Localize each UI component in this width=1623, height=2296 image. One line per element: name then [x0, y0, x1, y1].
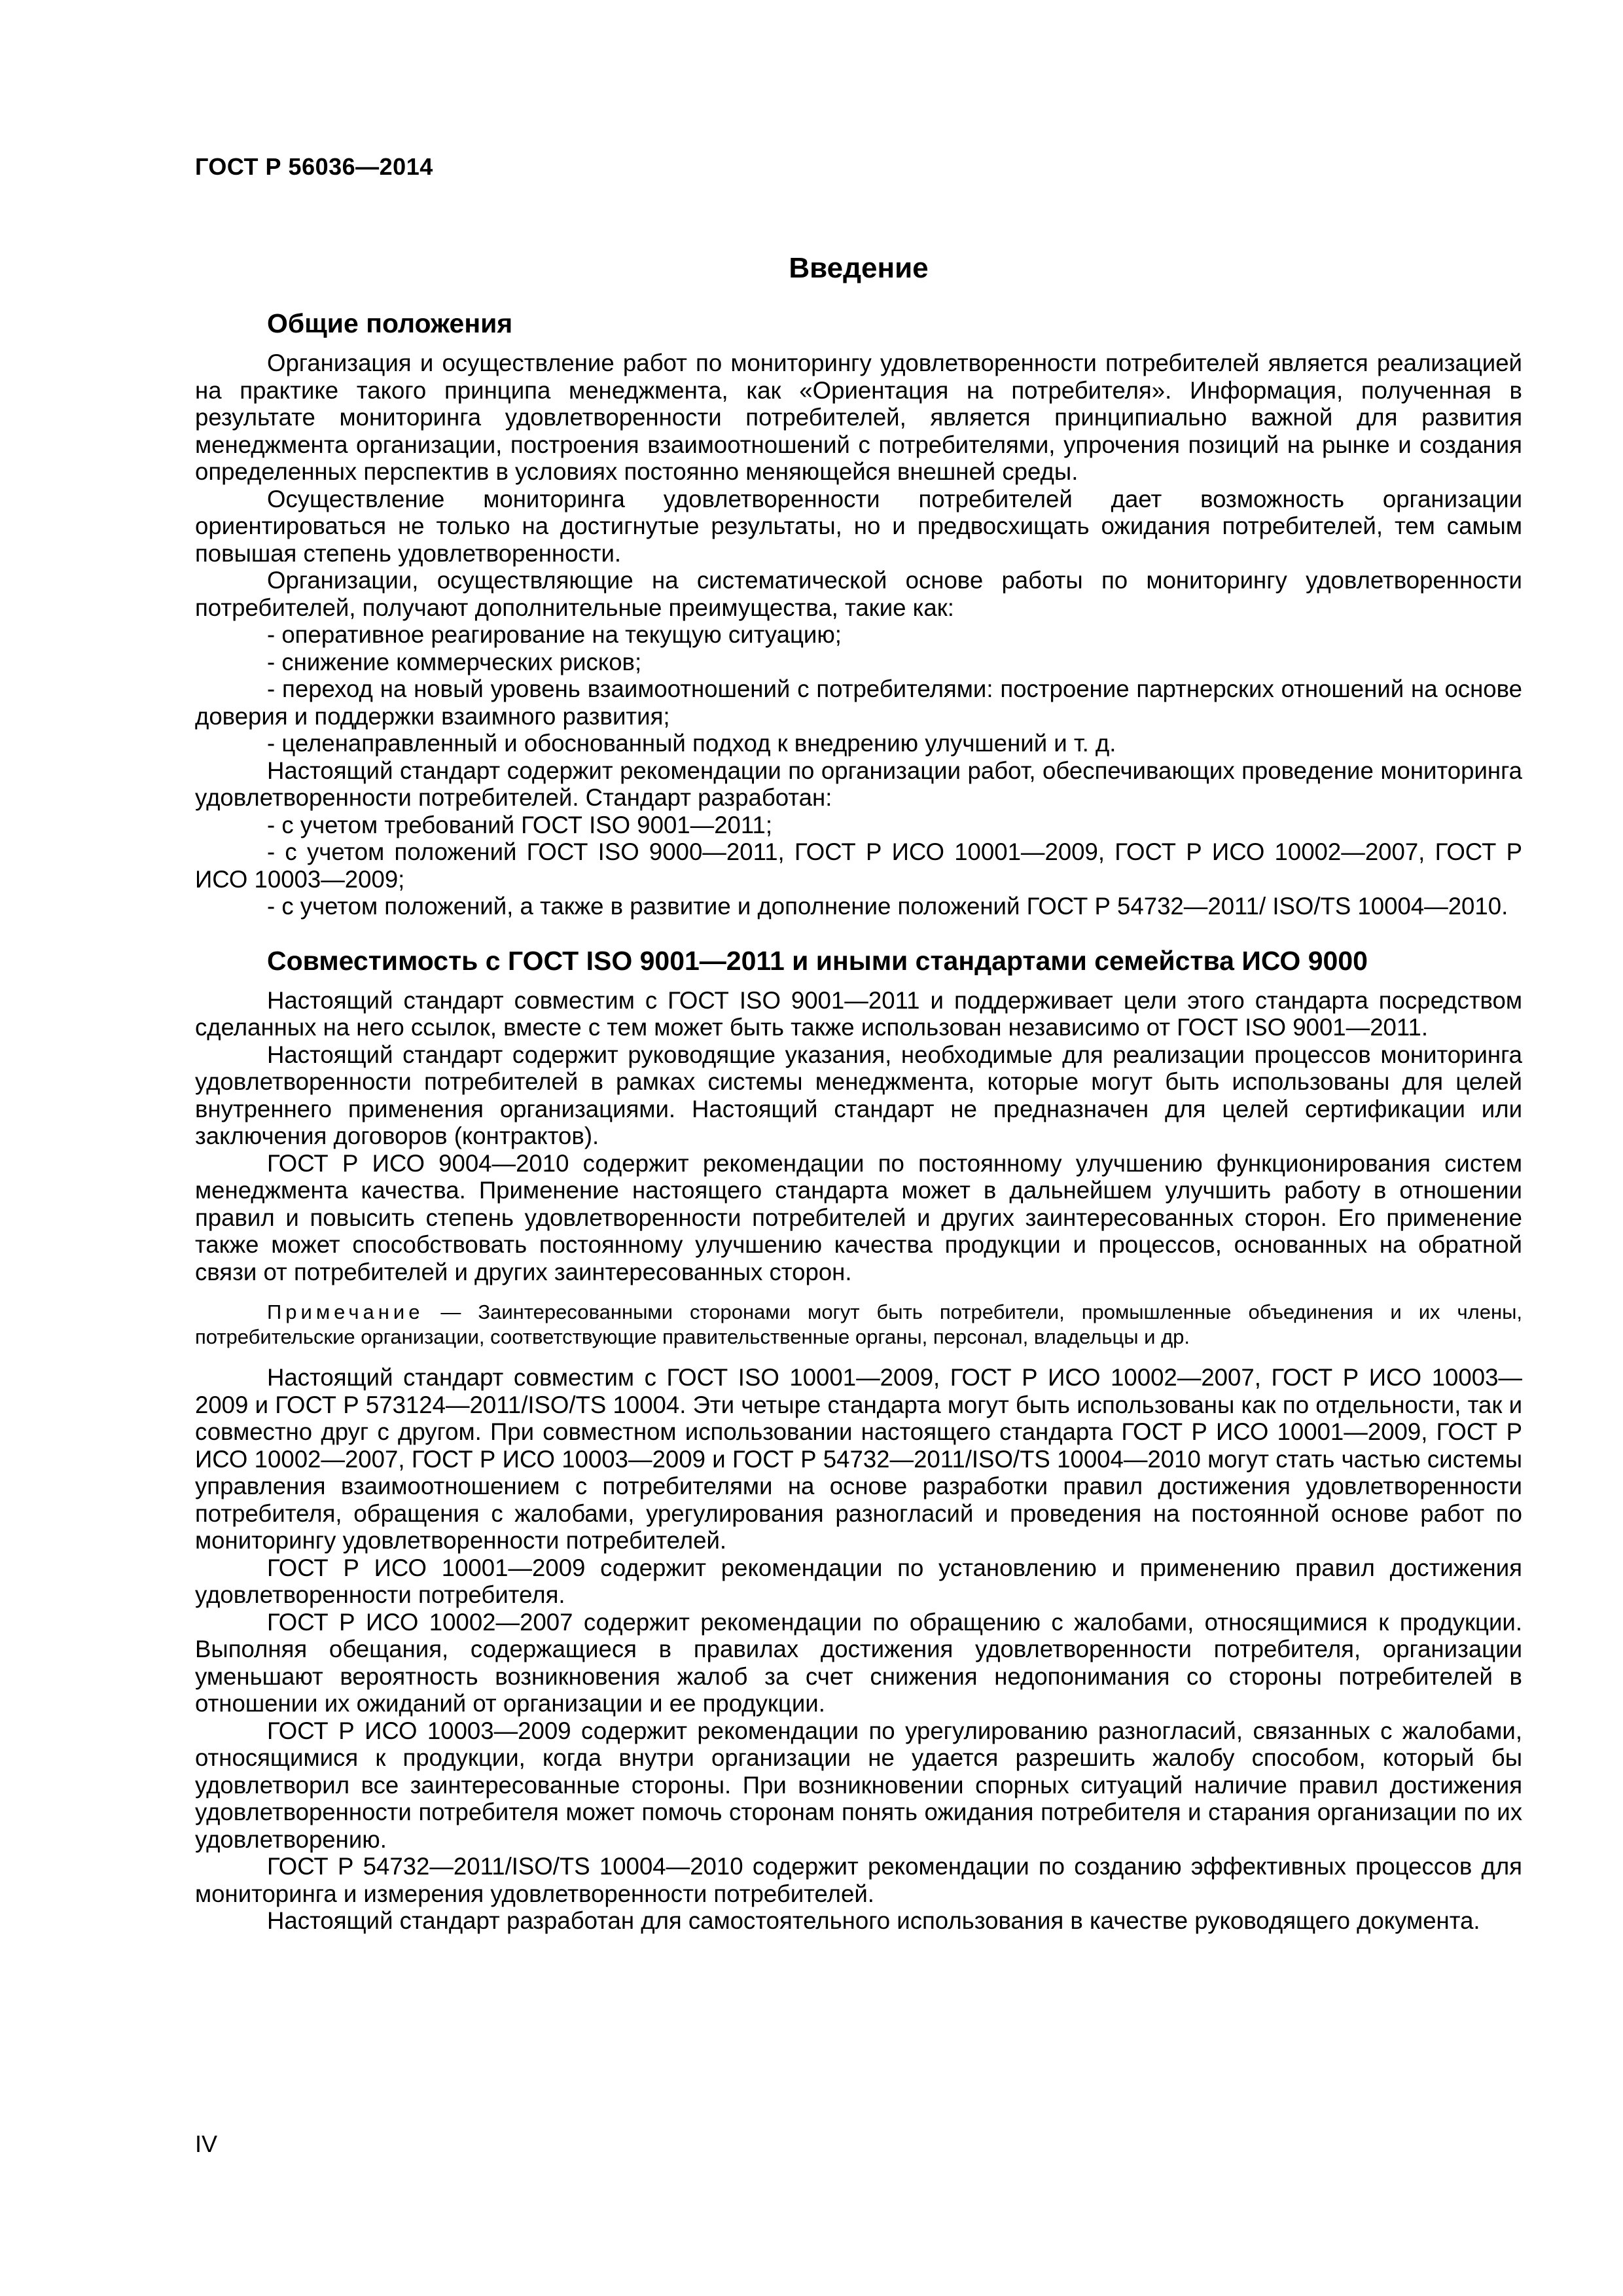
list-item: - с учетом положений ГОСТ ISO 9000—2011, ГОСТ Р ИСО 10001—2009, ГОСТ Р ИСО 10002—2007, ГОСТ Р ИСО 10003—2009; — [195, 838, 1522, 893]
paragraph: Организации, осуществляющие на систематической основе работы по мониторингу удовлетворенности потребителей, получают дополнительные преимущества, такие как: — [195, 567, 1522, 621]
section-title-general: Общие положения — [267, 308, 513, 338]
paragraph: ГОСТ Р ИСО 9004—2010 содержит рекомендации по постоянному улучшению функционирования систем менеджмента качества. Применение настоящего стандарта может в дальнейшем улучшить работу в отношении правил и повысить степень удовлетворенности потребителей и других заинтересованных сторон. Его применение также может способствовать постоянному улучшению качества продукции и процессов, основанных на обратной связи от потребителей и других заинтересованных сторон. — [195, 1149, 1522, 1285]
list-item: - переход на новый уровень взаимоотношений с потребителями: построение партнерских отношений на основе доверия и поддержки взаимного развития; — [195, 675, 1522, 730]
list-item: - целенаправленный и обоснованный подход к внедрению улучшений и т. д. — [267, 730, 1116, 757]
paragraph: Настоящий стандарт совместим с ГОСТ ISO 9001—2011 и поддерживает цели этого стандарта посредством сделанных на него ссылок, вместе с тем может быть также использован независимо от ГОСТ ISO 9001—2011. — [195, 986, 1522, 1041]
paragraph: Настоящий стандарт содержит руководящие указания, необходимые для реализации процессов мониторинга удовлетворенности потребителей в рамках системы менеджмента, которые могут быть использованы для целей внутреннего применения организациями. Настоящий стандарт не предназначен для целей сертификации или заключения договоров (контрактов). — [195, 1041, 1522, 1149]
page-number: IV — [195, 2130, 218, 2157]
paragraph: Настоящий стандарт содержит рекомендации по организации работ, обеспечивающих проведение мониторинга удовлетворенности потребителей. Стандарт разработан: — [195, 757, 1522, 811]
note — [195, 1300, 1522, 1350]
paragraph: Настоящий стандарт разработан для самостоятельного использования в качестве руководящего документа. — [267, 1907, 1480, 1934]
document-code: ГОСТ Р 56036—2014 — [195, 153, 433, 180]
paragraph: ГОСТ Р ИСО 10002—2007 содержит рекомендации по обращению с жалобами, относящимися к продукции. Выполняя обещания, содержащиеся в правилах достижения удовлетворенности потребителя, организации уменьшают вероятность возникновения жалоб за счет снижения недопонимания со стороны потребителей в отношении их ожиданий от организации и ее продукции. — [195, 1608, 1522, 1717]
note-text: — Заинтересованными сторонами могут быть потребители, промышленные объединения и их члены, потребительские организации, соответствующие правительственные органы, персонал, владельцы и др. — [195, 1300, 1522, 1348]
list-item: - оперативное реагирование на текущую ситуацию; — [267, 621, 842, 648]
section-title-compatibility: Совместимость с ГОСТ ISO 9001—2011 и иными стандартами семейства ИСО 9000 — [267, 945, 1368, 976]
list-item: - с учетом положений, а также в развитие и дополнение положений ГОСТ Р 54732—2011/ ISO/TS 10004—2010. — [267, 893, 1508, 920]
list-item: - снижение коммерческих рисков; — [267, 648, 642, 675]
introduction-title: Введение — [789, 252, 929, 284]
paragraph: Осуществление мониторинга удовлетворенности потребителей дает возможность организации ориентироваться не только на достигнутые результаты, но и предвосхищать ожидания потребителей, тем самым повышая степень удовлетворенности. — [195, 485, 1522, 567]
paragraph: ГОСТ Р ИСО 10003—2009 содержит рекомендации по урегулированию разногласий, связанных с жалобами, относящимися к продукции, когда внутри организации не удается разрешить жалобу способом, который бы удовлетворил все заинтересованные стороны. При возникновении спорных ситуаций наличие правил достижения удовлетворенности потребителя может помочь сторонам понять ожидания потребителя и старания организации по их удовлетворению. — [195, 1717, 1522, 1853]
page-content — [195, 250, 1522, 1935]
paragraph: ГОСТ Р 54732—2011/ISO/TS 10004—2010 содержит рекомендации по созданию эффективных процессов для мониторинга и измерения удовлетворенности потребителей. — [195, 1853, 1522, 1907]
paragraph: ГОСТ Р ИСО 10001—2009 содержит рекомендации по установлению и применению правил достижения удовлетворенности потребителя. — [195, 1554, 1522, 1608]
paragraph: Организация и осуществление работ по мониторингу удовлетворенности потребителей является реализацией на практике такого принципа менеджмента, как «Ориентация на потребителя». Информация, полученная в результате мониторинга удовлетворенности потребителей, является принципиально важной для развития менеджмента организации, построения взаимоотношений с потребителями, упрочения позиций на рынке и создания определенных перспектив в условиях постоянно меняющейся внешней среды. — [195, 350, 1522, 485]
paragraph: Настоящий стандарт совместим с ГОСТ ISO 10001—2009, ГОСТ Р ИСО 10002—2007, ГОСТ Р ИСО 10003—2009 и ГОСТ Р 573124—2011/ISO/TS 10004. Эти четыре стандарта могут быть использованы как по отдельности, так и совместно друг с другом. При совместном использовании настоящего стандарта ГОСТ Р ИСО 10001—2009, ГОСТ Р ИСО 10002—2007, ГОСТ Р ИСО 10003—2009 и ГОСТ Р 54732—2011/ISO/TS 10004—2010 могут стать частью системы управления взаимоотношением с потребителями на основе разработки правил достижения удовлетворенности потребителя, обращения с жалобами, урегулирования разногласий и проведения на постоянной основе работ по мониторингу удовлетворенности потребителей. — [195, 1364, 1522, 1554]
list-item: - с учетом требований ГОСТ ISO 9001—2011; — [267, 811, 773, 838]
note-label: Примечание — [267, 1300, 424, 1323]
